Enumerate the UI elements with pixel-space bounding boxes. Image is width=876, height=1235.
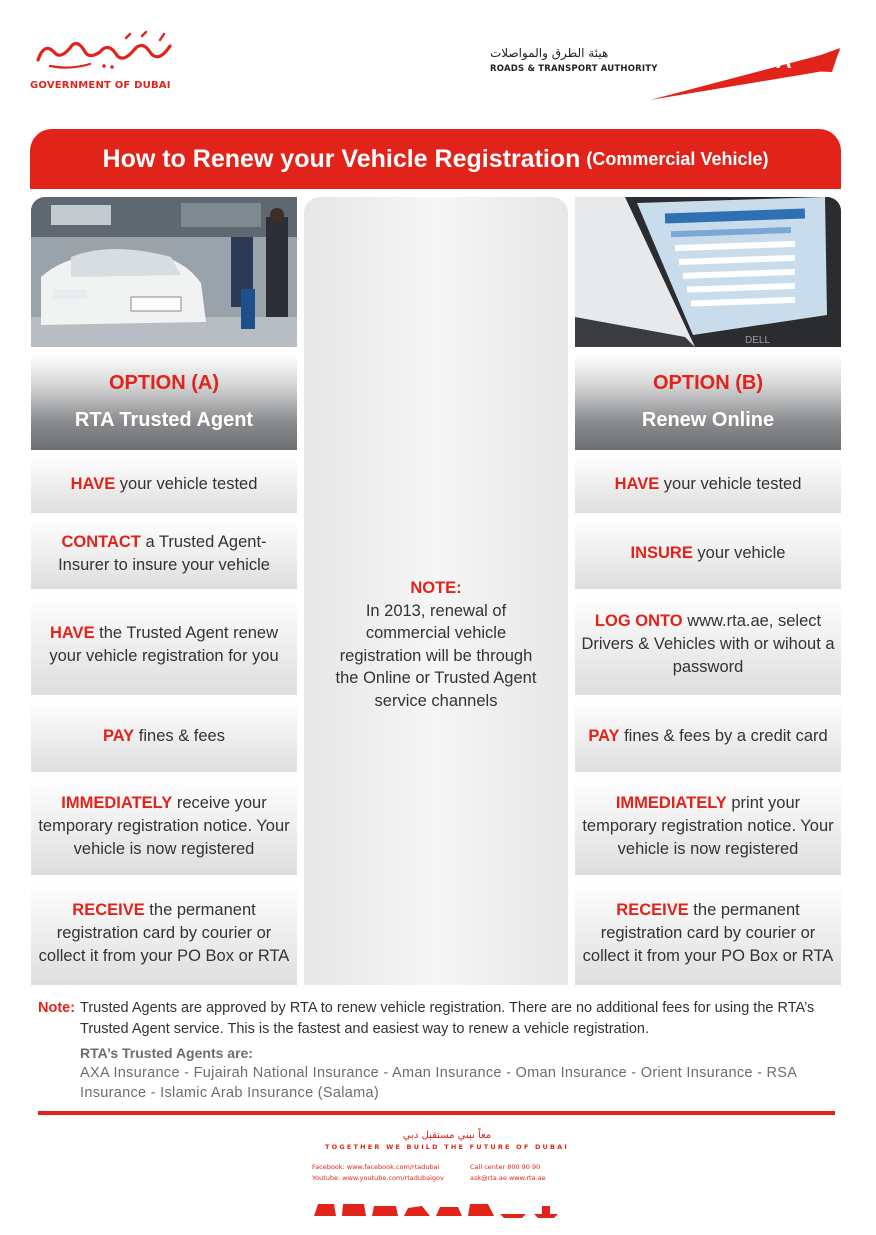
option-a-step [31,456,297,513]
page-title-bar [30,129,841,189]
page-title: How to Renew your Vehicle Registration [102,144,581,173]
metro-icon [314,1204,336,1216]
middle-note-column [304,197,568,985]
middle-note [304,577,568,712]
step-keyword: PAY [103,726,135,745]
step-keyword: HAVE [70,475,116,493]
step-text: your vehicle tested [115,475,258,493]
transport-icons [312,1198,562,1222]
footer-note-text: Trusted Agents are approved by RTA to renew vehicle registration. There are no additional fees for using the RTA’s Trusted Agent service. This is the fastest and easiest way to renew a vehicle registration. [80,1000,815,1037]
step-text: the Trusted Agent renew your vehicle registration for you [49,623,279,665]
step-keyword: PAY [588,726,620,745]
government-name: GOVERNMENT OF DUBAI [30,80,171,91]
step-keyword: INSURE [630,544,693,562]
youtube-link[interactable]: Youtube: www.youtube.com/rtadubaigov [312,1174,444,1182]
option-b-step [575,518,841,589]
facebook-link[interactable]: Facebook: www.facebook.com/rtadubai [312,1163,440,1171]
option-b-step [575,700,841,772]
tram-icon [372,1206,398,1216]
step-text: fines & fees [134,726,225,745]
step-text: the permanent registration card by courier or collect it from your PO Box or RTA [38,900,290,965]
rta-abbreviation: RTA [748,48,792,73]
rta-english-name: ROADS & TRANSPORT AUTHORITY [490,64,658,74]
bottom-arabic-slogan: معاً نبني مستقبل دبي [402,1130,492,1141]
footer-note-label: Note: [38,1000,76,1016]
option-a-label: OPTION (A) [109,372,219,394]
option-b-title: Renew Online [641,409,775,431]
option-a-header [31,354,297,450]
step-text: the permanent registration card by courier or collect it from your PO Box or RTA [582,900,834,965]
option-a-step [31,777,297,875]
car-icon [404,1206,430,1216]
bus-icon [342,1204,366,1216]
step-keyword: RECEIVE [72,900,145,919]
step-keyword: HAVE [49,623,95,642]
step-keyword: HAVE [614,475,660,493]
step-text: your vehicle [692,544,786,562]
step-keyword: IMMEDIATELY [61,793,173,812]
abra-icon [534,1206,558,1218]
government-arabic-calligraphy [30,30,180,72]
svg-text:DELL: DELL [745,335,771,346]
step-text: fines & fees by a credit card [619,726,828,745]
option-a-step [31,881,297,985]
bottom-tagline: TOGETHER WE BUILD THE FUTURE OF DUBAI [324,1143,570,1151]
page-subtitle: (Commercial Vehicle) [586,148,769,169]
rta-logo [490,40,840,102]
option-b-step [575,594,841,695]
option-b-header [575,354,841,450]
call-center: Call center 800 90 90 [470,1163,541,1171]
rta-arabic-name: هيئة الطرق والمواصلات [490,46,609,60]
email-web-link[interactable]: ask@rta.ae www.rta.ae [470,1174,546,1182]
laptop-website-photo [575,197,841,347]
rta-swoosh-mark [650,40,840,102]
option-b-step [575,881,841,985]
government-of-dubai-logo [30,30,180,94]
taxi-icon [436,1207,462,1216]
vehicle-testing-photo [31,197,297,347]
trusted-agents-list: AXA Insurance - Fujairah National Insurance - Aman Insurance - Oman Insurance - Orient Insurance - RSA Insurance - Islamic Arab Insurance (Salama) [80,1065,797,1101]
option-b-label: OPTION (B) [653,372,763,394]
step-keyword: RECEIVE [616,900,689,919]
boat-icon [500,1214,526,1218]
step-text: your vehicle tested [659,475,802,493]
option-b-step [575,777,841,875]
step-text: receive your temporary registration notice. Your vehicle is now registered [38,793,290,858]
step-keyword: IMMEDIATELY [615,793,727,812]
bottom-divider [38,1111,835,1115]
step-keyword: CONTACT [61,532,141,551]
option-a-title: RTA Trusted Agent [74,409,254,431]
option-b-step [575,456,841,513]
step-text: www.rta.ae, select Drivers & Vehicles with or wihout a password [581,612,835,676]
middle-note-text: In 2013, renewal of commercial vehicle registration will be through the Online or Trusted Agent service channels [335,601,537,710]
option-a-step [31,594,297,695]
bottom-logo-block [312,1130,582,1182]
step-text: a Trusted Agent-Insurer to insure your vehicle [58,532,270,574]
middle-note-heading: NOTE: [410,579,462,597]
step-text: print your temporary registration notice. Your vehicle is now registered [582,793,834,858]
step-keyword: LOG ONTO [594,612,683,630]
truck-icon [468,1204,494,1216]
option-a-step [31,518,297,589]
trusted-agents-heading: RTA’s Trusted Agents are: [80,1045,253,1061]
option-a-step [31,700,297,772]
